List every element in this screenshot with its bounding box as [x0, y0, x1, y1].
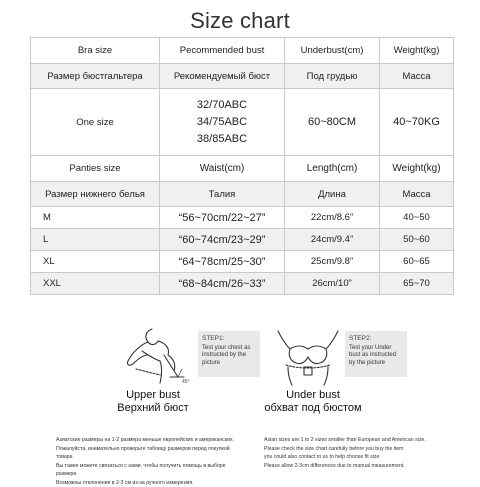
panties-waist-cell: “56~70cm/22~27”	[160, 207, 285, 229]
panties-size-cell: XL	[31, 251, 160, 273]
bra-underbust-header-ru: Под грудью	[285, 64, 380, 89]
step-1-title: STEP1:	[202, 335, 256, 343]
upper-bust-illustration	[118, 325, 200, 387]
bra-bust-list	[160, 89, 285, 156]
panties-size-header-ru: Размер нижнего белья	[31, 182, 160, 207]
note-line: Asian sizes are 1 to 2 sizes smaller than European and American size.	[264, 436, 464, 445]
angle-label: 45°	[182, 379, 190, 385]
panties-waist-cell: “60~74cm/23~29”	[160, 229, 285, 251]
bra-header-ru-row	[31, 64, 454, 89]
panties-size-cell: L	[31, 229, 160, 251]
panties-header-row	[31, 156, 454, 182]
panties-size-cell: XXL	[31, 273, 160, 295]
bra-bust-header-ru: Рекомендуемый бюст	[160, 64, 285, 89]
bra-weight-value: 40~70KG	[380, 89, 454, 156]
panties-weight-cell: 50~60	[380, 229, 454, 251]
table-row	[31, 273, 454, 295]
panties-length-header: Length(cm)	[285, 156, 380, 182]
bra-bust-value: 32/70ABC	[160, 97, 284, 114]
note-line: Возможны отклонения в 2-3 см из-за ручного измерения.	[56, 479, 246, 487]
step-2-box	[345, 331, 407, 377]
upper-bust-caption	[98, 389, 208, 415]
table-row	[31, 229, 454, 251]
panties-length-cell: 22cm/8.6”	[285, 207, 380, 229]
bra-bust-value: 34/75ABC	[160, 114, 284, 131]
panties-weight-cell: 40~50	[380, 207, 454, 229]
note-line: Азиатские размеры на 1-2 размера меньше европейских и американских.	[56, 436, 246, 445]
panties-waist-cell: “64~78cm/25~30”	[160, 251, 285, 273]
under-bust-caption	[248, 389, 378, 415]
notes-ru	[56, 436, 246, 487]
under-bust-caption-en: Under bust	[248, 389, 378, 402]
table-row	[31, 251, 454, 273]
panties-weight-cell: 65~70	[380, 273, 454, 295]
panties-size-cell: M	[31, 207, 160, 229]
step-1-text: Test your chest as instructed by the picture	[202, 345, 256, 368]
panties-waist-header: Waist(cm)	[160, 156, 285, 182]
table-row	[31, 207, 454, 229]
step-1-box	[198, 331, 260, 377]
size-table	[30, 37, 454, 295]
upper-bust-caption-en: Upper bust	[98, 389, 208, 402]
note-line: Please check the size chart carefully before you buy the item	[264, 445, 464, 454]
under-bust-illustration	[268, 325, 348, 387]
panties-waist-cell: “68~84cm/26~33”	[160, 273, 285, 295]
panties-waist-header-ru: Талия	[160, 182, 285, 207]
panties-length-header-ru: Длина	[285, 182, 380, 207]
panties-length-cell: 26cm/10”	[285, 273, 380, 295]
bra-underbust-header: Underbust(cm)	[285, 38, 380, 64]
bra-underbust-value: 60~80CM	[285, 89, 380, 156]
panties-length-cell: 25cm/9.8”	[285, 251, 380, 273]
page-title: Size chart	[0, 8, 480, 34]
step-2-text: Test your Under bust as instructed by the picture	[349, 345, 403, 368]
bra-bust-value: 38/85ABC	[160, 131, 284, 148]
under-bust-caption-ru: обхват под бюстом	[248, 402, 378, 415]
note-line: you could also contact to us to help choose fit size	[264, 453, 464, 462]
bra-size-header: Bra size	[31, 38, 160, 64]
upper-bust-caption-ru: Верхний бюст	[98, 402, 208, 415]
bra-header-row	[31, 38, 454, 64]
note-line: Вы также можете связаться с нами, чтобы получить помощь в выборе размера	[56, 462, 246, 479]
panties-size-header: Panties size	[31, 156, 160, 182]
panties-length-cell: 24cm/9.4”	[285, 229, 380, 251]
bra-weight-header-ru: Масса	[380, 64, 454, 89]
panties-weight-header: Weight(kg)	[380, 156, 454, 182]
step-2-title: STEP2:	[349, 335, 403, 343]
note-line: Please allow 2-3cm differences due to manual measurement.	[264, 462, 464, 471]
bra-one-size-row	[31, 89, 454, 156]
bra-weight-header: Weight(kg)	[380, 38, 454, 64]
panties-weight-cell: 60~65	[380, 251, 454, 273]
note-line: Пожалуйста, внимательно проверьте таблицу размеров перед покупкой товара	[56, 445, 246, 462]
panties-weight-header-ru: Масса	[380, 182, 454, 207]
notes-en	[264, 436, 464, 470]
bra-size-header-ru: Размер бюстгальтера	[31, 64, 160, 89]
panties-header-ru-row	[31, 182, 454, 207]
bra-one-size-label: One size	[31, 89, 160, 156]
bra-bust-header: Pecommended bust	[160, 38, 285, 64]
